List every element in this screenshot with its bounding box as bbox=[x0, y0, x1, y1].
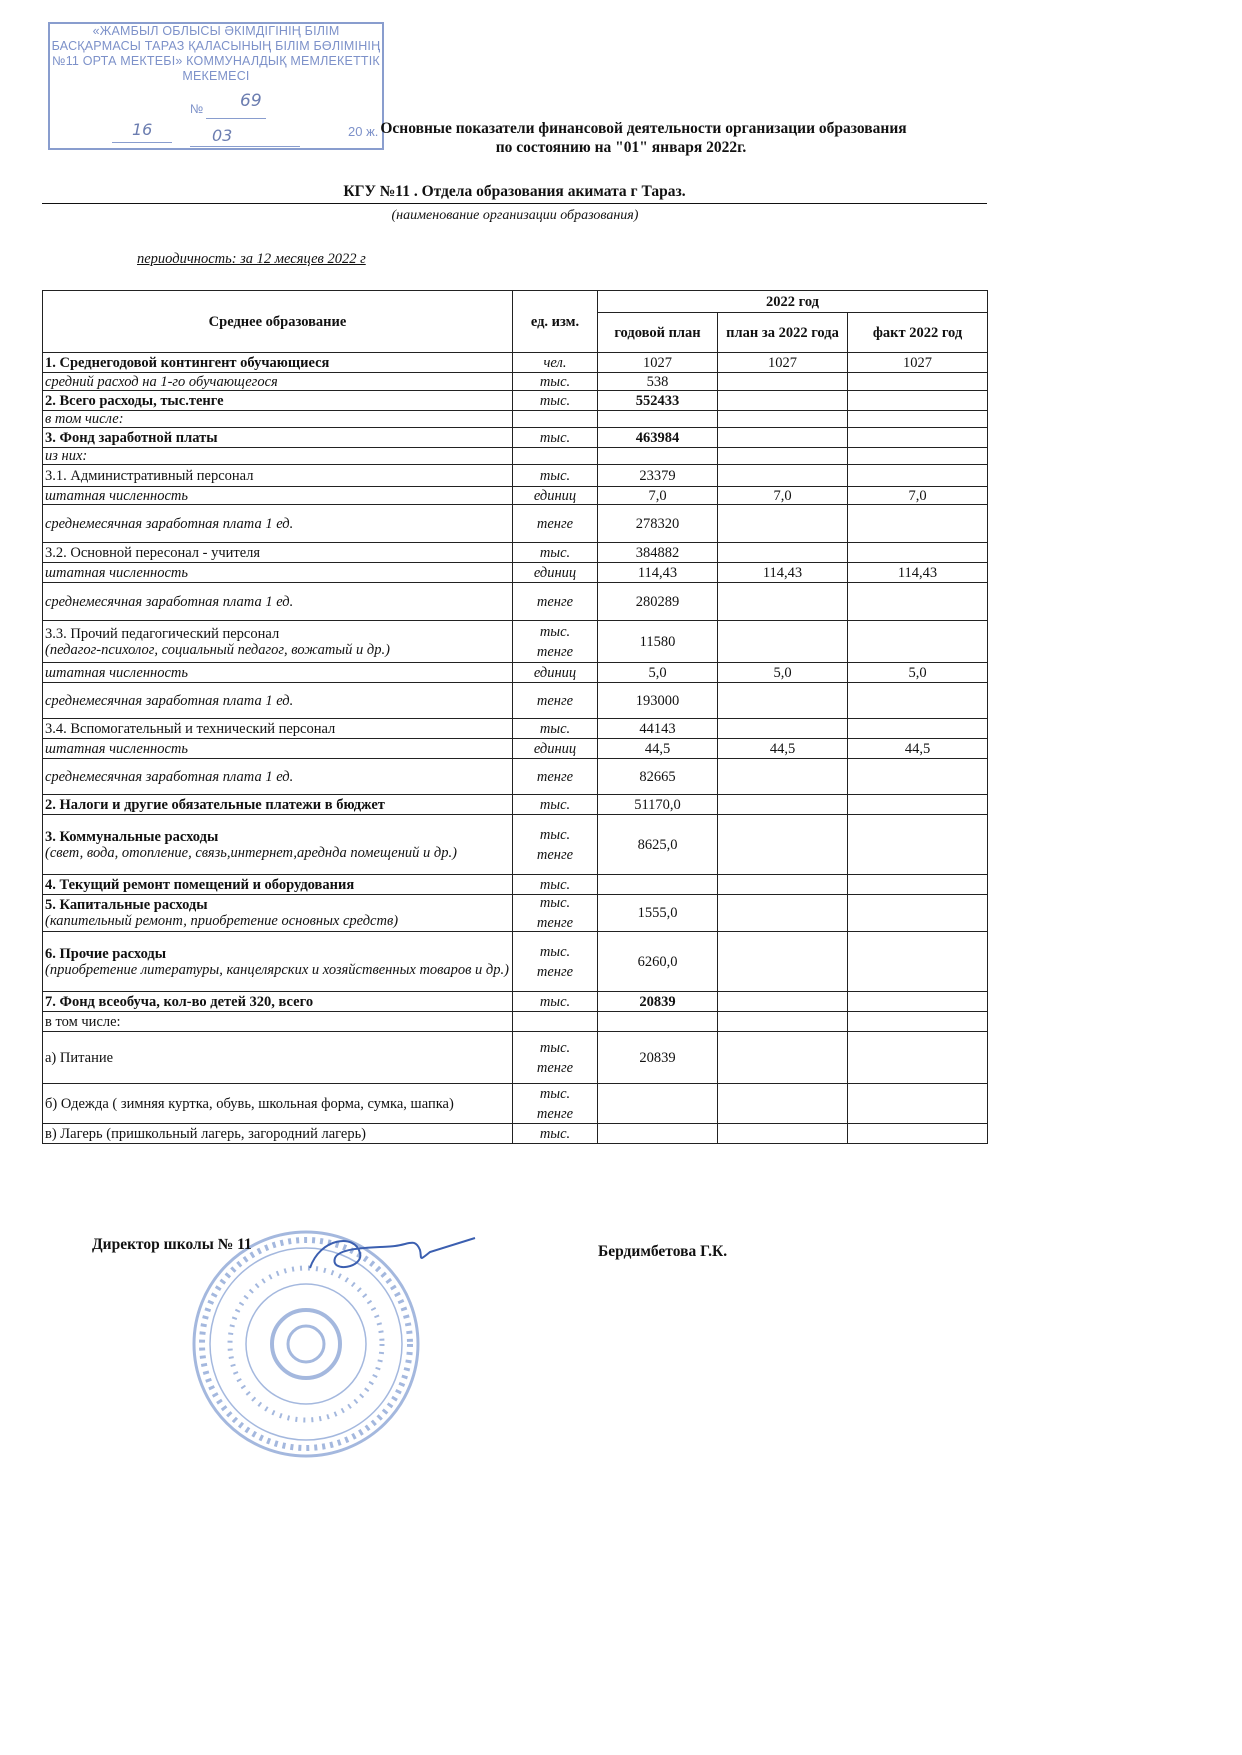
row-unit bbox=[513, 465, 598, 487]
document-subtitle: по состоянию на "01" января 2022г. bbox=[495, 139, 747, 156]
table-row bbox=[43, 448, 988, 465]
unit-text: тыс. bbox=[539, 467, 571, 484]
row-name bbox=[43, 875, 513, 895]
unit-text: тыс. bbox=[539, 876, 571, 893]
cell-ytd bbox=[718, 683, 848, 719]
table-row bbox=[43, 563, 988, 583]
unit-text: тыс. bbox=[539, 826, 571, 843]
cell-plan: 82665 bbox=[598, 759, 718, 795]
row-unit bbox=[513, 1032, 598, 1084]
cell-plan: 384882 bbox=[598, 543, 718, 563]
organization-name: КГУ №11 . Отдела образования акимата г Тараз. bbox=[42, 183, 987, 204]
stamp-line: БАСҚАРМАСЫ ТАРАЗ ҚАЛАСЫНЫҢ БІЛІМ БӨЛІМІНІҢ bbox=[51, 39, 381, 53]
col-header-year: 2022 год bbox=[598, 291, 988, 313]
table-row bbox=[43, 373, 988, 391]
unit-text: тыс. bbox=[539, 544, 571, 561]
row-name-text: 7. Фонд всеобуча, кол-во детей 320, всего bbox=[45, 993, 314, 1010]
row-name bbox=[43, 1012, 513, 1032]
cell-plan: 552433 bbox=[598, 391, 718, 411]
row-unit bbox=[513, 505, 598, 543]
cell-ytd bbox=[718, 621, 848, 663]
row-unit bbox=[513, 391, 598, 411]
cell-fact bbox=[848, 1124, 988, 1144]
stamp-number-label: № bbox=[190, 102, 204, 116]
table-row bbox=[43, 683, 988, 719]
cell-ytd bbox=[718, 411, 848, 428]
table-row bbox=[43, 1124, 988, 1144]
cell-fact bbox=[848, 1012, 988, 1032]
row-unit bbox=[513, 621, 598, 663]
unit-text: тыс. bbox=[539, 373, 571, 390]
cell-fact bbox=[848, 428, 988, 448]
col-header-unit: ед. изм. bbox=[513, 291, 598, 353]
cell-plan: 193000 bbox=[598, 683, 718, 719]
director-label: Директор школы № 11 bbox=[92, 1236, 252, 1253]
row-name-text: 2. Всего расходы, тыс.тенге bbox=[45, 392, 224, 409]
row-name bbox=[43, 1032, 513, 1084]
row-name bbox=[43, 719, 513, 739]
row-name bbox=[43, 583, 513, 621]
row-unit bbox=[513, 815, 598, 875]
row-unit bbox=[513, 563, 598, 583]
row-name bbox=[43, 992, 513, 1012]
cell-ytd: 7,0 bbox=[718, 487, 848, 505]
table-row bbox=[43, 391, 988, 411]
unit-text: тыс. bbox=[539, 429, 571, 446]
cell-fact bbox=[848, 932, 988, 992]
cell-plan: 20839 bbox=[598, 992, 718, 1012]
row-name bbox=[43, 391, 513, 411]
unit-text: единиц bbox=[533, 664, 577, 681]
cell-fact bbox=[848, 465, 988, 487]
row-name-text: 5. Капитальные расходы bbox=[45, 897, 208, 913]
row-name bbox=[43, 895, 513, 932]
row-name-text: среднемесячная заработная плата 1 ед. bbox=[45, 768, 294, 785]
row-name-text: среднемесячная заработная плата 1 ед. bbox=[45, 692, 294, 709]
cell-fact bbox=[848, 1084, 988, 1124]
cell-fact bbox=[848, 683, 988, 719]
cell-ytd bbox=[718, 583, 848, 621]
row-name bbox=[43, 815, 513, 875]
row-unit bbox=[513, 1084, 598, 1124]
cell-ytd: 44,5 bbox=[718, 739, 848, 759]
row-name-text: штатная численность bbox=[45, 487, 188, 504]
unit-text: тенге bbox=[536, 915, 574, 931]
cell-plan: 1555,0 bbox=[598, 895, 718, 932]
row-name-text: в том числе: bbox=[45, 411, 124, 427]
row-unit bbox=[513, 759, 598, 795]
cell-plan: 5,0 bbox=[598, 663, 718, 683]
row-name bbox=[43, 505, 513, 543]
unit-text: тыс. bbox=[539, 1125, 571, 1142]
row-name-text: среднемесячная заработная плата 1 ед. bbox=[45, 593, 294, 610]
signature-icon bbox=[300, 1228, 480, 1288]
row-name bbox=[43, 683, 513, 719]
cell-ytd bbox=[718, 543, 848, 563]
stamp-number-value: 69 bbox=[240, 91, 262, 111]
unit-text: тыс. bbox=[539, 623, 571, 640]
cell-plan: 44,5 bbox=[598, 739, 718, 759]
cell-ytd bbox=[718, 428, 848, 448]
cell-fact bbox=[848, 505, 988, 543]
cell-fact bbox=[848, 448, 988, 465]
cell-plan: 538 bbox=[598, 373, 718, 391]
row-name-text: 6. Прочие расходы bbox=[45, 945, 167, 962]
unit-text: тенге bbox=[536, 643, 574, 660]
unit-text: чел. bbox=[543, 354, 567, 371]
row-unit bbox=[513, 719, 598, 739]
cell-ytd bbox=[718, 391, 848, 411]
table-row bbox=[43, 739, 988, 759]
periodicity: периодичность: за 12 месяцев 2022 г bbox=[137, 251, 366, 267]
table-row bbox=[43, 875, 988, 895]
table-row bbox=[43, 543, 988, 563]
cell-fact bbox=[848, 815, 988, 875]
cell-plan: 7,0 bbox=[598, 487, 718, 505]
row-unit bbox=[513, 373, 598, 391]
cell-fact: 1027 bbox=[848, 353, 988, 373]
unit-text: тыс. bbox=[539, 895, 571, 911]
table-row bbox=[43, 505, 988, 543]
row-name-text: 3. Фонд заработной платы bbox=[45, 429, 218, 446]
cell-plan: 1027 bbox=[598, 353, 718, 373]
row-name-text: 3.1. Административный персонал bbox=[45, 467, 254, 484]
unit-text: тыс. bbox=[539, 720, 571, 737]
row-subtext: (капительный ремонт, приобретение основных средств) bbox=[45, 913, 399, 929]
row-name-text: в том числе: bbox=[45, 1013, 121, 1030]
row-name-text: среднемесячная заработная плата 1 ед. bbox=[45, 515, 294, 532]
unit-text: тенге bbox=[536, 1059, 574, 1076]
cell-plan: 8625,0 bbox=[598, 815, 718, 875]
unit-text: тыс. bbox=[539, 943, 571, 960]
cell-fact bbox=[848, 391, 988, 411]
row-name bbox=[43, 563, 513, 583]
cell-ytd bbox=[718, 992, 848, 1012]
row-subtext: (свет, вода, отопление, связь,интернет,ареднда помещений и др.) bbox=[45, 844, 457, 861]
cell-ytd bbox=[718, 505, 848, 543]
cell-ytd bbox=[718, 1124, 848, 1144]
row-name bbox=[43, 448, 513, 465]
row-unit bbox=[513, 875, 598, 895]
row-unit bbox=[513, 543, 598, 563]
table-row bbox=[43, 428, 988, 448]
row-name bbox=[43, 411, 513, 428]
stamp-day: 16 bbox=[132, 120, 153, 139]
table-row bbox=[43, 932, 988, 992]
cell-fact bbox=[848, 543, 988, 563]
row-name-text: 2. Налоги и другие обязательные платежи в бюджет bbox=[45, 796, 385, 813]
cell-ytd bbox=[718, 1084, 848, 1124]
table-row bbox=[43, 795, 988, 815]
row-unit bbox=[513, 739, 598, 759]
cell-ytd bbox=[718, 448, 848, 465]
row-unit bbox=[513, 1124, 598, 1144]
row-name-text: а) Питание bbox=[45, 1049, 114, 1066]
col-header-plan: годовой план bbox=[598, 313, 718, 353]
row-name-text: штатная численность bbox=[45, 664, 188, 681]
cell-plan: 11580 bbox=[598, 621, 718, 663]
cell-ytd bbox=[718, 932, 848, 992]
row-name-text: б) Одежда ( зимняя куртка, обувь, школьная форма, сумка, шапка) bbox=[45, 1095, 454, 1112]
cell-fact: 5,0 bbox=[848, 663, 988, 683]
unit-text: тенге bbox=[536, 593, 574, 610]
cell-fact bbox=[848, 1032, 988, 1084]
signer-name: Бердимбетова Г.К. bbox=[598, 1243, 728, 1260]
cell-ytd bbox=[718, 719, 848, 739]
row-name bbox=[43, 795, 513, 815]
cell-ytd bbox=[718, 465, 848, 487]
table-row bbox=[43, 1084, 988, 1124]
col-header-fact: факт 2022 год bbox=[848, 313, 988, 353]
cell-fact: 114,43 bbox=[848, 563, 988, 583]
row-unit bbox=[513, 992, 598, 1012]
row-unit bbox=[513, 932, 598, 992]
unit-text: тыс. bbox=[539, 796, 571, 813]
table-row bbox=[43, 759, 988, 795]
row-unit bbox=[513, 683, 598, 719]
table-row bbox=[43, 719, 988, 739]
row-name bbox=[43, 1124, 513, 1144]
row-subtext: (приобретение литературы, канцелярских и хозяйственных товаров и др.) bbox=[45, 961, 509, 978]
cell-ytd bbox=[718, 815, 848, 875]
row-name bbox=[43, 373, 513, 391]
unit-text: тыс. bbox=[539, 1039, 571, 1056]
cell-plan: 6260,0 bbox=[598, 932, 718, 992]
cell-ytd: 114,43 bbox=[718, 563, 848, 583]
row-name bbox=[43, 932, 513, 992]
cell-ytd bbox=[718, 795, 848, 815]
row-name-text: штатная численность bbox=[45, 564, 188, 581]
row-name-text: средний расход на 1-го обучающегося bbox=[45, 373, 278, 390]
unit-text: единиц bbox=[533, 487, 577, 504]
unit-text: тыс. bbox=[539, 993, 571, 1010]
unit-text: тенге bbox=[536, 963, 574, 980]
cell-plan: 20839 bbox=[598, 1032, 718, 1084]
table-row bbox=[43, 1032, 988, 1084]
row-name bbox=[43, 353, 513, 373]
row-unit bbox=[513, 487, 598, 505]
table-row bbox=[43, 1012, 988, 1032]
row-unit bbox=[513, 411, 598, 428]
cell-fact bbox=[848, 411, 988, 428]
row-name-text: 3.3. Прочий педагогический персонал bbox=[45, 625, 280, 642]
table-row bbox=[43, 411, 988, 428]
row-name bbox=[43, 739, 513, 759]
stamp-line: «ЖАМБЫЛ ОБЛЫСЫ ӘКІМДІГІНІҢ БІЛІМ bbox=[92, 24, 340, 38]
table-row bbox=[43, 663, 988, 683]
cell-fact bbox=[848, 759, 988, 795]
row-name bbox=[43, 759, 513, 795]
table-row bbox=[43, 487, 988, 505]
cell-ytd bbox=[718, 875, 848, 895]
row-name-text: 4. Текущий ремонт помещений и оборудования bbox=[45, 876, 355, 893]
unit-text: тенге bbox=[536, 768, 574, 785]
row-unit bbox=[513, 663, 598, 683]
stamp-line: МЕКЕМЕСІ bbox=[182, 69, 250, 83]
cell-fact bbox=[848, 621, 988, 663]
organization-caption: (наименование организации образования) bbox=[391, 208, 639, 223]
cell-plan: 463984 bbox=[598, 428, 718, 448]
stamp-year: 20 ж. bbox=[348, 124, 379, 139]
row-name bbox=[43, 621, 513, 663]
unit-text: тенге bbox=[536, 692, 574, 709]
stamp-month: 03 bbox=[212, 126, 233, 145]
row-name bbox=[43, 487, 513, 505]
col-header-name: Среднее образование bbox=[43, 291, 513, 353]
table-row bbox=[43, 353, 988, 373]
cell-ytd: 1027 bbox=[718, 353, 848, 373]
table-body bbox=[43, 353, 988, 1144]
unit-text: тенге bbox=[536, 515, 574, 532]
row-name-text: 3.4. Вспомогательный и технический персонал bbox=[45, 720, 336, 737]
row-unit bbox=[513, 895, 598, 932]
financial-table bbox=[42, 290, 988, 1144]
cell-plan: 280289 bbox=[598, 583, 718, 621]
cell-plan: 51170,0 bbox=[598, 795, 718, 815]
cell-ytd bbox=[718, 1012, 848, 1032]
cell-plan: 23379 bbox=[598, 465, 718, 487]
cell-fact bbox=[848, 795, 988, 815]
row-unit bbox=[513, 583, 598, 621]
cell-fact bbox=[848, 895, 988, 932]
row-name-text: 1. Среднегодовой контингент обучающиеся bbox=[45, 354, 330, 371]
cell-fact bbox=[848, 992, 988, 1012]
cell-plan bbox=[598, 1084, 718, 1124]
cell-ytd bbox=[718, 1032, 848, 1084]
row-unit bbox=[513, 448, 598, 465]
row-name-text: в) Лагерь (пришкольный лагерь, загородний лагерь) bbox=[45, 1125, 367, 1142]
table-row bbox=[43, 621, 988, 663]
cell-fact bbox=[848, 373, 988, 391]
row-name bbox=[43, 428, 513, 448]
cell-fact bbox=[848, 719, 988, 739]
row-subtext: (педагог-психолог, социальный педагог, вожатый и др.) bbox=[45, 641, 390, 658]
unit-text: тыс. bbox=[539, 392, 571, 409]
cell-ytd bbox=[718, 895, 848, 932]
cell-plan bbox=[598, 448, 718, 465]
cell-ytd bbox=[718, 373, 848, 391]
unit-text: единиц bbox=[533, 564, 577, 581]
cell-fact bbox=[848, 583, 988, 621]
cell-plan: 114,43 bbox=[598, 563, 718, 583]
cell-ytd: 5,0 bbox=[718, 663, 848, 683]
cell-fact: 7,0 bbox=[848, 487, 988, 505]
document-title: Основные показатели финансовой деятельности организации образования bbox=[380, 120, 907, 137]
row-unit bbox=[513, 1012, 598, 1032]
cell-plan: 278320 bbox=[598, 505, 718, 543]
cell-plan bbox=[598, 1124, 718, 1144]
table-row bbox=[43, 583, 988, 621]
row-name bbox=[43, 465, 513, 487]
cell-plan bbox=[598, 411, 718, 428]
unit-text: тенге bbox=[536, 1105, 574, 1122]
stamp-line: №11 ОРТА МЕКТЕБІ» КОММУНАЛДЫҚ МЕМЛЕКЕТТІК bbox=[52, 54, 380, 68]
row-name-text: из них: bbox=[45, 448, 88, 464]
row-unit bbox=[513, 795, 598, 815]
row-name-text: 3.2. Основной пересонал - учителя bbox=[45, 544, 261, 561]
cell-fact: 44,5 bbox=[848, 739, 988, 759]
row-name bbox=[43, 663, 513, 683]
row-name bbox=[43, 1084, 513, 1124]
row-unit bbox=[513, 353, 598, 373]
row-name-text: 3. Коммунальные расходы bbox=[45, 828, 219, 845]
cell-plan bbox=[598, 1012, 718, 1032]
unit-text: единиц bbox=[533, 740, 577, 757]
cell-ytd bbox=[718, 759, 848, 795]
table-row bbox=[43, 992, 988, 1012]
table-row bbox=[43, 895, 988, 932]
table-row bbox=[43, 465, 988, 487]
row-name bbox=[43, 543, 513, 563]
unit-text: тыс. bbox=[539, 1085, 571, 1102]
cell-plan bbox=[598, 875, 718, 895]
table-row bbox=[43, 815, 988, 875]
cell-fact bbox=[848, 875, 988, 895]
row-name-text: штатная численность bbox=[45, 740, 188, 757]
unit-text: тенге bbox=[536, 846, 574, 863]
cell-plan: 44143 bbox=[598, 719, 718, 739]
row-unit bbox=[513, 428, 598, 448]
col-header-plan-ytd: план за 2022 года bbox=[718, 313, 848, 353]
